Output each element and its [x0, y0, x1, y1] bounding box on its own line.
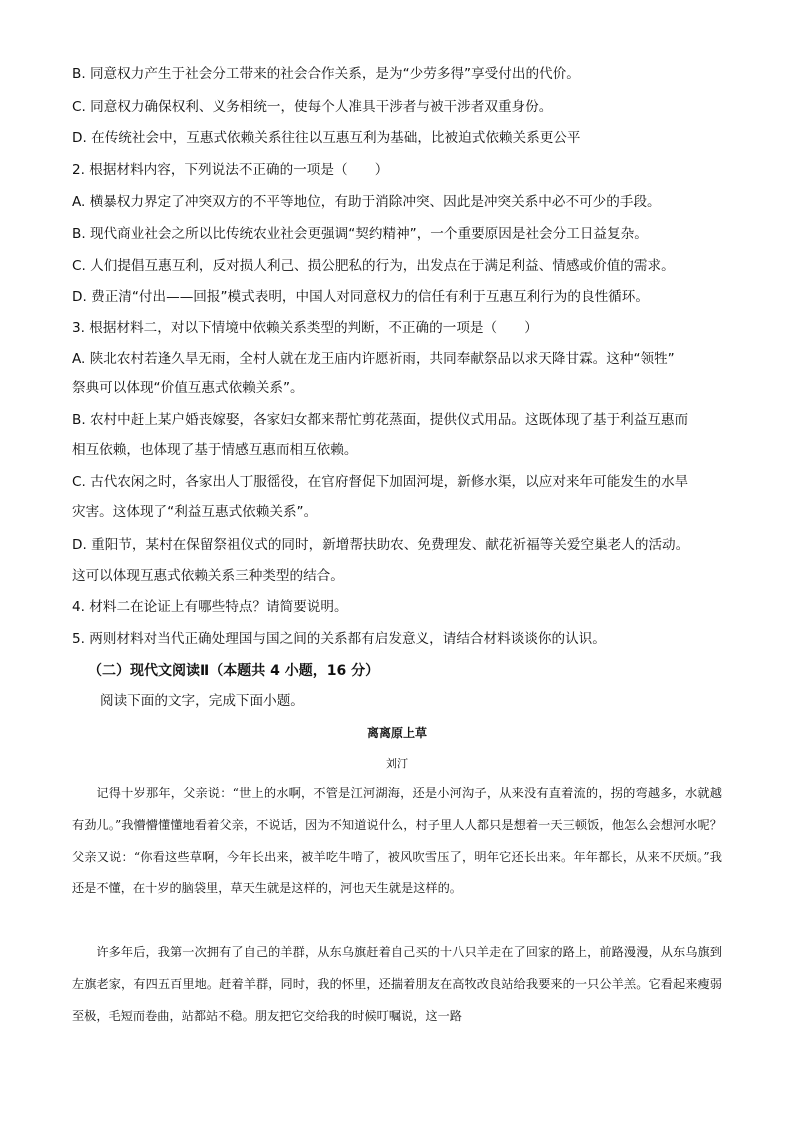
q3-option-d-line1: D. 重阳节，某村在保留祭祖仪式的同时，新增帮扶助农、免费理发、献花祈福等关爱空巢老人的活动。 [72, 537, 690, 553]
story-paragraph-2: 许多年后，我第一次拥有了自己的羊群，从东乌旗赶着自己买的十八只羊走在了回家的路上，前路漫漫，从东乌旗到左旗老家，有四五百里地。赶着羊群，同时，我的怀里，还揣着朋友在高牧改良站给我要来的一只公羊羔。它看起来瘦弱至极，毛短而卷曲，站都站不稳。朋友把它交给我的时候叮嘱说，这一路 [72, 945, 722, 1023]
q5-stem: 5. 两则材料对当代正确处理国与国之间的关系都有启发意义，请结合材料谈谈你的认识。 [72, 631, 606, 647]
q2-stem: 2. 根据材料内容，下列说法不正确的一项是（ ） [72, 162, 389, 178]
q3-option-a-line2: 祭典可以体现“价值互惠式依赖关系”。 [72, 380, 304, 396]
q3-option-a-line1: A. 陕北农村若逢久旱无雨，全村人就在龙王庙内许愿祈雨，共同奉献祭品以求天降甘霖。这种“领牲” [72, 351, 675, 367]
story-title: 离离原上草 [366, 726, 427, 740]
q2-option-a: A. 横暴权力界定了冲突双方的不平等地位，有助于消除冲突、因此是冲突关系中必不可少的手段。 [72, 194, 661, 210]
q2-option-d: D. 费正清“付出——回报”模式表明，中国人对同意权力的信任有利于互惠互利行为的良性循环。 [72, 289, 649, 305]
story-paragraph-1: 记得十岁那年，父亲说：“世上的水啊，不管是江河湖海，还是小河沟子，从来没有直着流的，拐的弯越多，水就越有劲儿。”我懵懵懂懂地看着父亲，不说话，因为不知道说什么，村子里人人都只是想着一天三顿饭，他怎么会想河水呢？父亲又说：“你看这些草啊，今年长出来，被羊吃牛啃了，被风吹雪压了，明年它还长出来。年年都长，从来不厌烦。”我还是不懂，在十岁的脑袋里，草天生就是这样的，河也天生就是这样的。 [72, 786, 722, 896]
story-author: 刘汀 [386, 757, 408, 770]
section-instruction: 阅读下面的文字，完成下面小题。 [100, 693, 304, 709]
q2-option-b: B. 现代商业社会之所以比传统农业社会更强调“契约精神”，一个重要原因是社会分工日益复杂。 [72, 226, 648, 242]
q4-stem: 4. 材料二在论证上有哪些特点？请简要说明。 [72, 599, 348, 615]
q3-option-c-line2: 灾害。这体现了“利益互惠式依赖关系”。 [72, 504, 318, 520]
q2-option-c: C. 人们提倡互惠互利，反对损人利己、损公肥私的行为，出发点在于满足利益、情感或价值的需求。 [72, 258, 675, 274]
section-heading: （二）现代文阅读Ⅱ（本题共 4 小题，16 分） [88, 663, 380, 679]
q1-option-d: D. 在传统社会中，互惠式依赖关系往往以互惠互利为基础，比被迫式依赖关系更公平 [72, 130, 581, 146]
q3-option-b-line2: 相互依赖，也体现了基于情感互惠而相互依赖。 [72, 442, 358, 458]
q3-option-c-line1: C. 古代农闲之时，各家出人丁服徭役，在官府督促下加固河堤，新修水渠，以应对来年可能发生的水旱 [72, 474, 689, 490]
q3-option-d-line2: 这可以体现互惠式依赖关系三种类型的结合。 [72, 568, 344, 584]
q3-option-b-line1: B. 农村中赶上某户婚丧嫁娶，各家妇女都来帮忙剪花蒸面，提供仪式用品。这既体现了基于利益互惠而 [72, 412, 689, 428]
q1-option-b: B. 同意权力产生于社会分工带来的社会合作关系，是为“少劳多得”享受付出的代价。 [72, 66, 580, 82]
q1-option-c: C. 同意权力确保权利、义务相统一，使每个人准具干涉者与被干涉者双重身份。 [72, 99, 553, 115]
q3-stem: 3. 根据材料二，对以下情境中依赖关系类型的判断，不正确的一项是（ ） [72, 320, 538, 336]
